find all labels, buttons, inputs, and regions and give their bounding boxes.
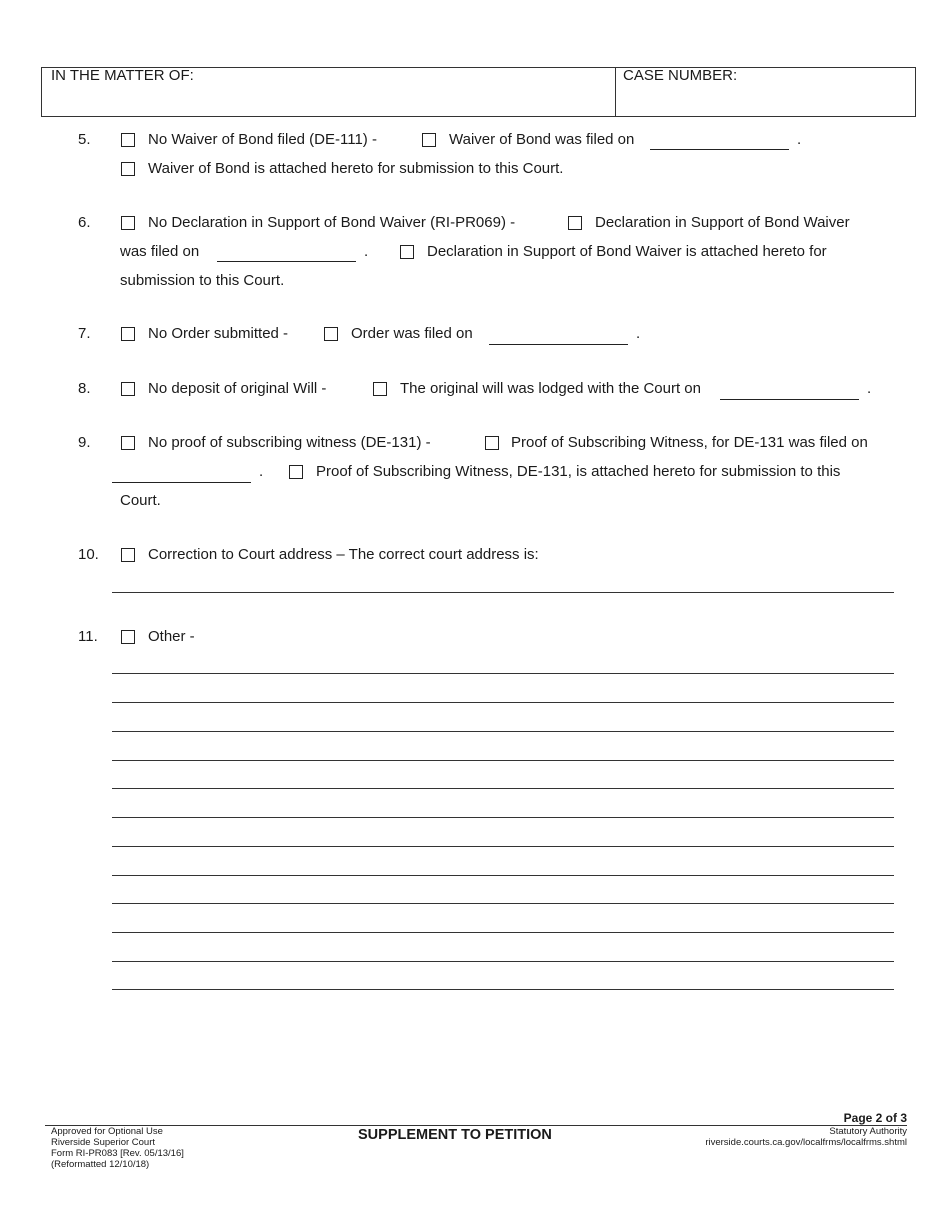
waiver-filed-checkbox[interactable] (422, 133, 436, 147)
period: . (364, 243, 369, 260)
footer-court: Riverside Superior Court (51, 1137, 156, 1148)
will-lodged-label: The original will was lodged with the Court on (400, 380, 701, 397)
case-number-label: CASE NUMBER: (623, 67, 738, 84)
no-waiver-checkbox[interactable] (121, 133, 135, 147)
waiver-filed-label: Waiver of Bond was filed on (449, 131, 635, 148)
will-lodged-checkbox[interactable] (373, 382, 387, 396)
matter-label: IN THE MATTER OF: (51, 67, 194, 84)
other-line[interactable] (112, 875, 894, 876)
waiver-attached-checkbox[interactable] (121, 162, 135, 176)
period: . (636, 325, 641, 342)
other-line[interactable] (112, 673, 894, 674)
no-waiver-label: No Waiver of Bond filed (DE-111) - (148, 131, 377, 148)
no-proof-checkbox[interactable] (121, 436, 135, 450)
order-filed-label: Order was filed on (351, 325, 473, 342)
proof-filed-checkbox[interactable] (485, 436, 499, 450)
proof-attached-label: Proof of Subscribing Witness, DE-131, is attached hereto for submission to this (316, 463, 841, 480)
proof-attached-checkbox[interactable] (289, 465, 303, 479)
item-6-number: 6. (78, 214, 91, 231)
correction-checkbox[interactable] (121, 548, 135, 562)
footer-rule (45, 1125, 907, 1126)
other-line[interactable] (112, 702, 894, 703)
item-7-number: 7. (78, 325, 91, 342)
footer-authority: Statutory Authority (829, 1126, 907, 1137)
declaration-filed-checkbox[interactable] (568, 216, 582, 230)
declaration-label: Declaration in Support of Bond Waiver (595, 214, 850, 231)
item-11-number: 11. (78, 628, 98, 645)
other-label: Other - (148, 628, 195, 645)
other-line[interactable] (112, 788, 894, 789)
submission-label: submission to this Court. (120, 272, 285, 289)
other-line[interactable] (112, 903, 894, 904)
declaration-filed-date-field[interactable] (217, 260, 356, 262)
item-10-number: 10. (78, 546, 99, 563)
other-line[interactable] (112, 932, 894, 933)
other-line[interactable] (112, 760, 894, 761)
other-line[interactable] (112, 961, 894, 962)
court-address-line[interactable] (112, 592, 894, 593)
waiver-attached-label: Waiver of Bond is attached hereto for submission to this Court. (148, 160, 564, 177)
no-order-label: No Order submitted - (148, 325, 289, 342)
will-lodged-date-field[interactable] (720, 398, 859, 400)
declaration-attached-label: Declaration in Support of Bond Waiver is attached hereto for (427, 243, 827, 260)
order-filed-checkbox[interactable] (324, 327, 338, 341)
other-line[interactable] (112, 817, 894, 818)
no-declaration-checkbox[interactable] (121, 216, 135, 230)
no-deposit-checkbox[interactable] (121, 382, 135, 396)
footer-approved: Approved for Optional Use (51, 1126, 163, 1137)
other-line[interactable] (112, 989, 894, 990)
proof-filed-label: Proof of Subscribing Witness, for DE-131 was filed on (511, 434, 868, 451)
form-title: SUPPLEMENT TO PETITION (358, 1127, 552, 1143)
item-5-number: 5. (78, 131, 91, 148)
order-filed-date-field[interactable] (489, 343, 628, 345)
proof-filed-date-field[interactable] (112, 481, 251, 483)
no-deposit-label: No deposit of original Will - (148, 380, 327, 397)
court-label: Court. (120, 492, 161, 509)
other-line[interactable] (112, 846, 894, 847)
header-divider (615, 67, 616, 117)
declaration-attached-checkbox[interactable] (400, 245, 414, 259)
other-line[interactable] (112, 731, 894, 732)
waiver-filed-date-field[interactable] (650, 148, 789, 150)
period: . (797, 131, 802, 148)
was-filed-on-label: was filed on (120, 243, 200, 260)
correction-label: Correction to Court address – The correct court address is: (148, 546, 539, 563)
item-9-number: 9. (78, 434, 91, 451)
item-8-number: 8. (78, 380, 91, 397)
other-checkbox[interactable] (121, 630, 135, 644)
no-declaration-label: No Declaration in Support of Bond Waiver (RI-PR069) - (148, 214, 516, 231)
period: . (259, 463, 264, 480)
footer-url[interactable]: riverside.courts.ca.gov/localfrms/localfrms.shtml (705, 1137, 907, 1148)
no-order-checkbox[interactable] (121, 327, 135, 341)
footer-reformatted: (Reformatted 12/10/18) (51, 1159, 150, 1170)
footer-form-number: Form RI-PR083 [Rev. 05/13/16] (51, 1148, 184, 1159)
footer-page-number: Page 2 of 3 (843, 1111, 907, 1125)
no-proof-label: No proof of subscribing witness (DE-131) - (148, 434, 431, 451)
period: . (867, 380, 872, 397)
